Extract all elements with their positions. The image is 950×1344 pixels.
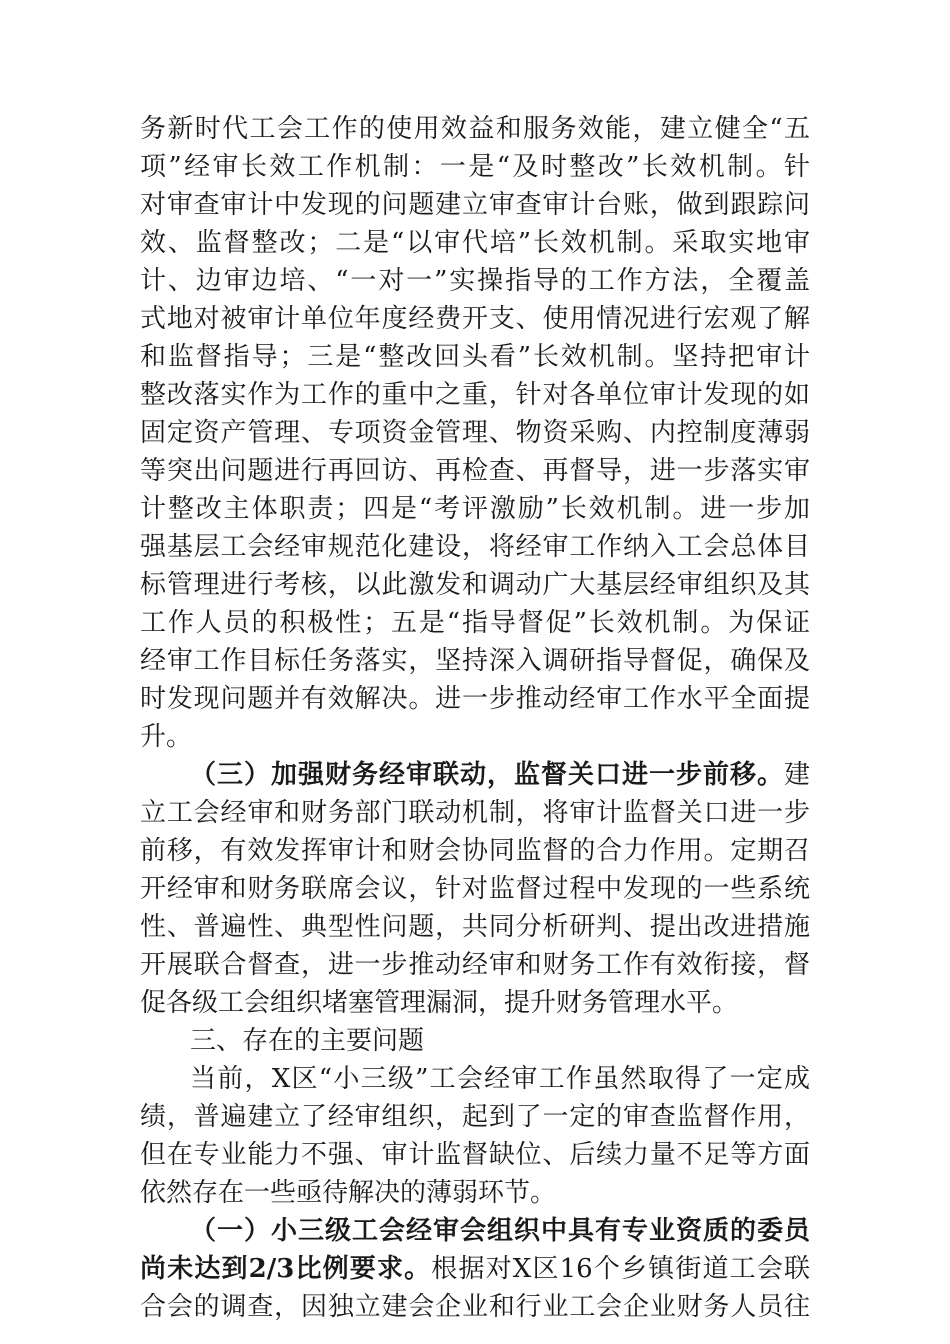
text-line: 对审查审计中发现的问题建立审查审计台账，做到跟踪问	[140, 190, 810, 220]
subheading-bold: （三）加强财务经审联动，监督关口进一步前移。	[190, 760, 784, 790]
section-heading: 三、存在的主要问题	[190, 1026, 425, 1056]
section-subheading-line	[190, 756, 810, 794]
text-line: 升。	[140, 722, 193, 752]
text-line: 计、边审边培、“一对一”实操指导的工作方法，全覆盖	[140, 266, 810, 296]
text-line: 固定资产管理、专项资金管理、物资采购、内控制度薄弱	[140, 418, 810, 448]
text-line: 促各级工会组织堵塞管理漏洞，提升财务管理水平。	[140, 988, 739, 1018]
text-line: 开展联合督查，进一步推动经审和财务工作有效衔接，督	[140, 950, 810, 980]
text-line: 性、普遍性、典型性问题，共同分析研判、提出改进措施	[140, 912, 810, 942]
text-line: 标管理进行考核，以此激发和调动广大基层经审组织及其	[140, 570, 810, 600]
section-subheading-line: （一）小三级工会经审会组织中具有专业资质的委员	[190, 1216, 810, 1246]
text-line: 依然存在一些亟待解决的薄弱环节。	[140, 1178, 557, 1208]
text-run: 根据对X区16个乡镇街道工会联	[431, 1254, 810, 1284]
subheading-bold: 尚未达到2/3比例要求。	[140, 1254, 432, 1284]
text-line: 效、监督整改；二是“以审代培”长效机制。采取实地审	[140, 228, 810, 258]
text-line: 经审工作目标任务落实，坚持深入调研指导督促，确保及	[140, 646, 810, 676]
text-line: 计整改主体职责；四是“考评激励”长效机制。进一步加	[140, 494, 810, 524]
text-line: 式地对被审计单位年度经费开支、使用情况进行宏观了解	[140, 304, 810, 334]
text-run: 建	[783, 760, 810, 790]
text-line: 和监督指导；三是“整改回头看”长效机制。坚持把审计	[140, 342, 810, 372]
text-line: 工作人员的积极性；五是“指导督促”长效机制。为保证	[140, 608, 810, 638]
text-line: 合会的调查，因独立建会企业和行业工会企业财务人员往	[140, 1292, 810, 1322]
text-line: 时发现问题并有效解决。进一步推动经审工作水平全面提	[140, 684, 810, 714]
text-line: 开经审和财务联席会议，针对监督过程中发现的一些系统	[140, 874, 810, 904]
text-line: 务新时代工会工作的使用效益和服务效能，建立健全“五	[140, 114, 810, 144]
text-line: 前移，有效发挥审计和财会协同监督的合力作用。定期召	[140, 836, 810, 866]
text-line: 绩，普遍建立了经审组织，起到了一定的审查监督作用，	[140, 1102, 810, 1132]
text-line: 项”经审长效工作机制：一是“及时整改”长效机制。针	[140, 152, 810, 182]
text-line: 当前，X区“小三级”工会经审工作虽然取得了一定成	[190, 1064, 810, 1094]
text-line	[140, 1250, 810, 1288]
text-line: 等突出问题进行再回访、再检查、再督导，进一步落实审	[140, 456, 810, 486]
text-line: 整改落实作为工作的重中之重，针对各单位审计发现的如	[140, 380, 810, 410]
text-line: 强基层工会经审规范化建设，将经审工作纳入工会总体目	[140, 532, 810, 562]
text-line: 但在专业能力不强、审计监督缺位、后续力量不足等方面	[140, 1140, 810, 1170]
text-line: 立工会经审和财务部门联动机制，将审计监督关口进一步	[140, 798, 810, 828]
